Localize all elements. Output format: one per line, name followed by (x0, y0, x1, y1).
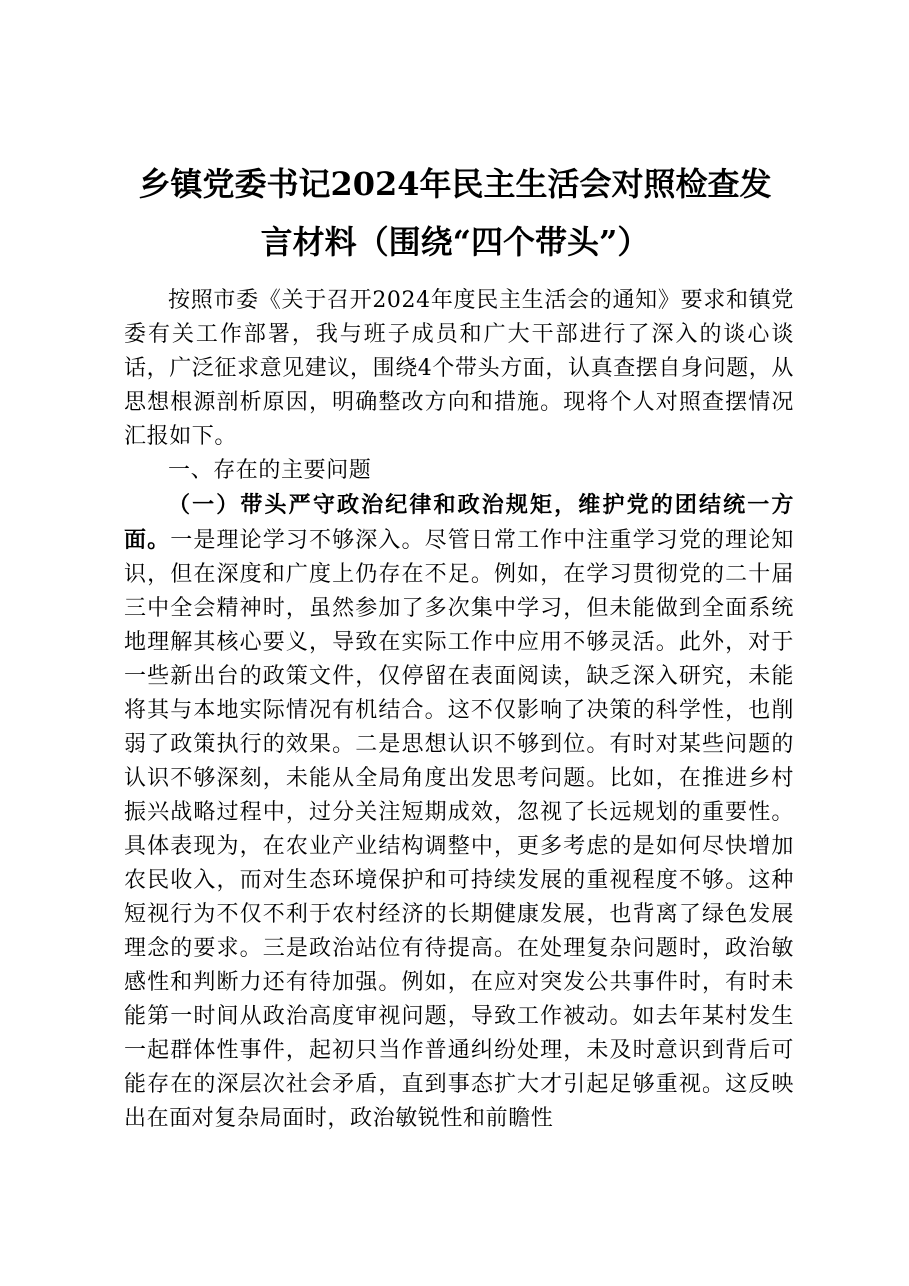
document-title-line-2: 言材料（围绕“四个带头”） (260, 223, 650, 261)
subsection-body-1: 一是理论学习不够深入。尽管日常工作中注重学习党的理论知识，但在深度和广度上仍存在不足。例如，在学习贯彻党的二十届三中全会精神时，虽然参加了多次集中学习，但未能做到全面系统地理解其核心要义，导致在实际工作中应用不够灵活。此外，对于一些新出台的政策文件，仅停留在表面阅读，缺乏深入研究，未能将其与本地实际情况有机结合。这不仅影响了决策的科学性，也削弱了政策执行的效果。二是思想认识不够到位。有时对某些问题的认识不够深刻，未能从全局角度出发思考问题。比如，在推进乡村振兴战略过程中，过分关注短期成效，忽视了长远规划的重要性。具体表现为，在农业产业结构调整中，更多考虑的是如何尽快增加农民收入，而对生态环境保护和可持续发展的重视程度不够。这种短视行为不仅不利于农村经济的长期健康发展，也背离了绿色发展理念的要求。三是政治站位有待提高。在处理复杂问题时，政治敏感性和判断力还有待加强。例如，在应对突发公共事件时，有时未能第一时间从政治高度审视问题，导致工作被动。如去年某村发生一起群体性事件，起初只当作普通纠纷处理，未及时意识到背后可能存在的深层次社会矛盾，直到事态扩大才引起足够重视。这反映出在面对复杂局面时，政治敏锐性和前瞻性 (124, 528, 795, 1131)
subsection-heading-1: （一）带头严守政治纪律和政治规矩，维护党的团结统一方面。 (124, 492, 794, 553)
document-title-line-1: 乡镇党委书记2024年民主生活会对照检查发 (138, 165, 772, 203)
section-heading-main-problems: 一、存在的主要问题 (168, 458, 372, 483)
document-body (124, 284, 794, 1136)
subsection-paragraph-1 (124, 488, 794, 1136)
intro-paragraph: 按照市委《关于召开2024年度民主生活会的通知》要求和镇党委有关工作部署，我与班子成员和广大干部进行了深入的谈心谈话，广泛征求意见建议，围绕4个带头方面，认真查摆自身问题，从思想根源剖析原因，明确整改方向和措施。现将个人对照查摆情况汇报如下。 (124, 288, 794, 449)
